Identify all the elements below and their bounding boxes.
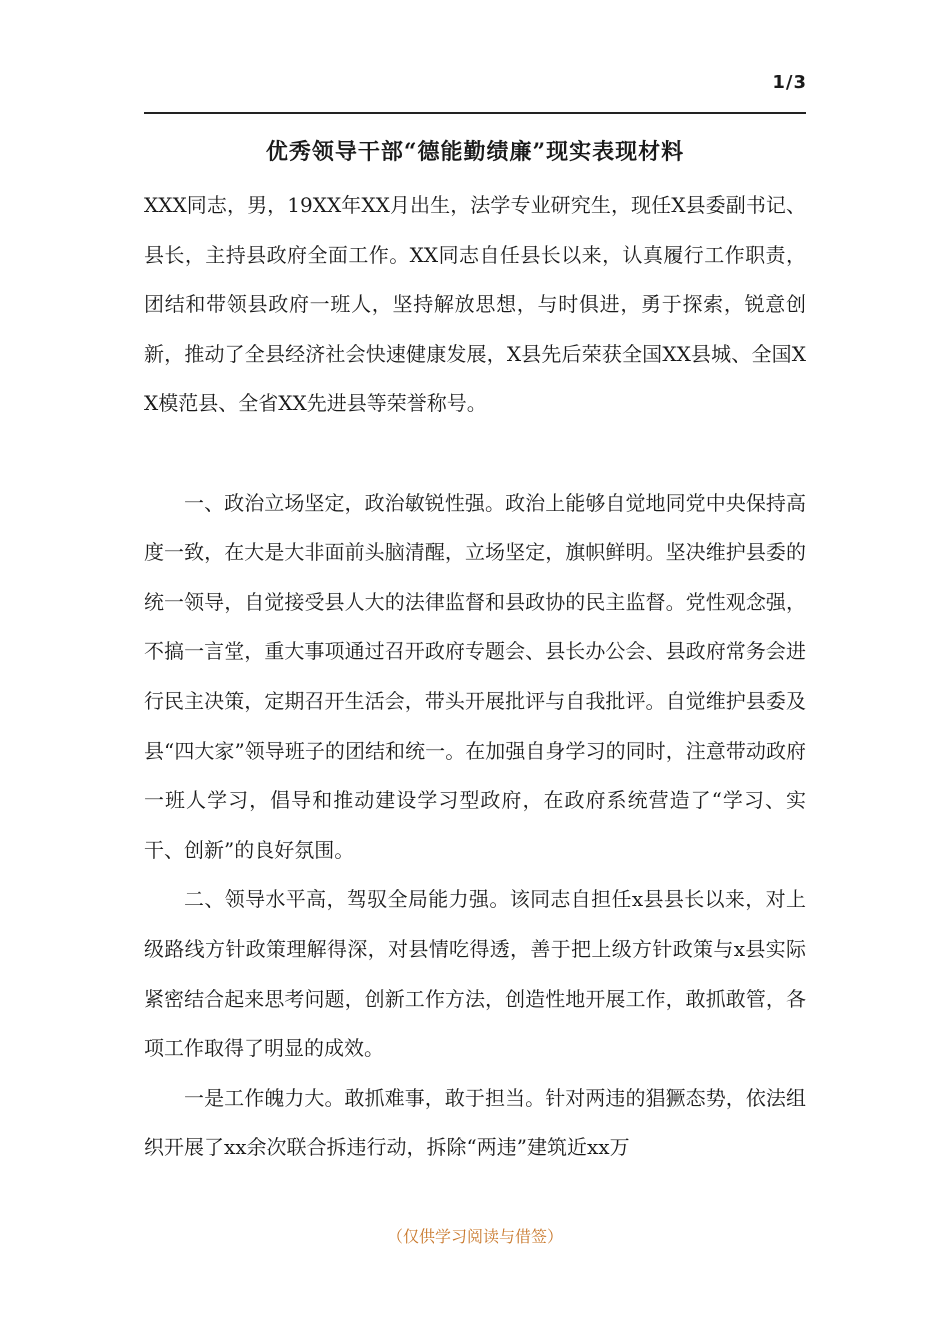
document-title: 优秀领导干部“德能勤绩廉”现实表现材料 [265, 139, 685, 165]
page-number: 1/3 [772, 72, 807, 93]
intro-paragraph: XXX同志，男，19XX年XX月出生，法学专业研究生，现任X县委副书记、县长，主持县政府全面工作。XX同志自任县长以来，认真履行工作职责，团结和带领县政府一班人，坚持解放思想，与时俱进，勇于探索，锐意创新，推动了全县经济社会快速健康发展，X县先后荣获全国XX县城、全国XX模范县、全省XX先进县等荣誉称号。 [144, 193, 806, 416]
section-1-paragraph: 一、政治立场坚定，政治敏锐性强。政治上能够自觉地同党中央保持高度一致，在大是大非面前头脑清醒，立场坚定，旗帜鲜明。坚决维护县委的统一领导，自觉接受县人大的法律监督和县政协的民主监督。党性观念强，不搞一言堂，重大事项通过召开政府专题会、县长办公会、县政府常务会进行民主决策，定期召开生活会，带头开展批评与自我批评。自觉维护县委及县“四大家”领导班子的团结和统一。在加强自身学习的同时，注意带动政府一班人学习，倡导和推动建设学习型政府，在政府系统营造了“学习、实干、创新”的良好氛围。 [144, 490, 806, 862]
header-divider [144, 112, 806, 114]
section-2-paragraph: 二、领导水平高，驾驭全局能力强。该同志自担任x县县长以来，对上级路线方针政策理解得深，对县情吃得透，善于把上级方针政策与x县实际紧密结合起来思考问题，创新工作方法，创造性地开展工作，敢抓敢管，各项工作取得了明显的成效。 [144, 887, 806, 1061]
paragraph-spacer [144, 429, 806, 479]
document-body [144, 181, 806, 1173]
footer-note: （仅供学习阅读与借签） [386, 1227, 563, 1246]
section-2-point-1-paragraph: 一是工作魄力大。敢抓难事，敢于担当。针对两违的猖獗态势，依法组织开展了xx余次联合拆违行动，拆除“两违”建筑近xx万 [144, 1085, 806, 1160]
